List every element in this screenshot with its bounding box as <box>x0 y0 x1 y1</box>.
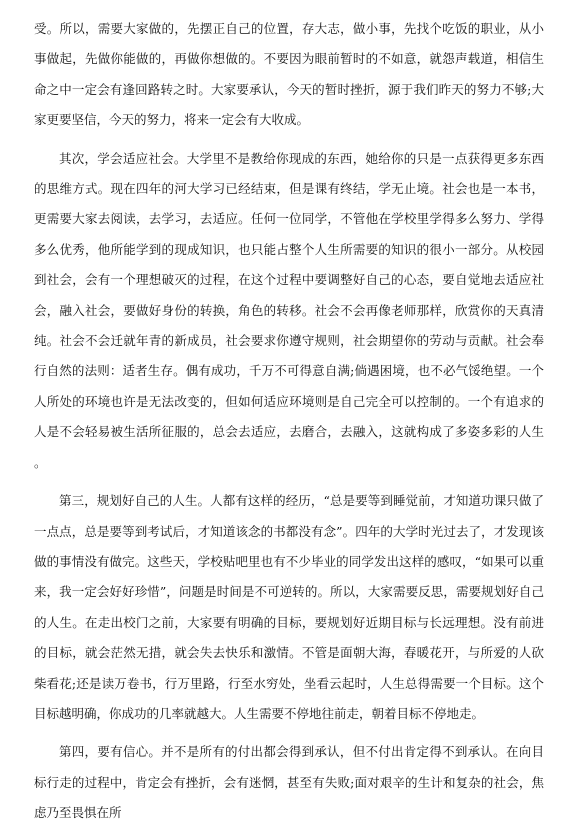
paragraph-adapt-to-society: 其次，学会适应社会。大学里不是教给你现成的东西，她给你的只是一点获得更多东西的思维方式。现在四年的河大学习已经结束，但是课有终结，学无止境。社会也是一本书，更需要大家去阅读，去学习，去适应。任何一位同学，不管他在学校里学得多么努力、学得多么优秀，他所能学到的现成知识，也只能占整个人生所需要的知识的很小一部分。从校园到社会，会有一个理想破灭的过程，在这个过程中要调整好自己的心态，要自觉地去适应社会，融入社会，要做好身份的转换，角色的转移。社会不会再像老师那样，欣赏你的天真清纯。社会不会迁就年青的新成员，社会要求你遵守规则，社会期望你的劳动与贡献。社会奉行自然的法则：适者生存。偶有成功，千万不可得意自满;倘遇困境，也不必气馁绝望。一个人所处的环境也许是无法改变的，但如何适应环境则是自己完全可以控制的。一个有追求的人是不会轻易被生活所征服的，总会去适应，去磨合，去融入，这就构成了多姿多彩的人生。 <box>34 150 544 470</box>
paragraph-plan-your-life: 第三，规划好自己的人生。人都有这样的经历，“总是要等到睡觉前，才知道功课只做了一点点，总是要等到考试后，才知道该念的书都没有念”。四年的大学时光过去了，才发现该做的事情没有做完。这些天，学校贴吧里也有不少毕业的同学发出这样的感叹，“如果可以重来，我一定会好好珍惜”，问题是时间是不可逆转的。所以，大家需要反思，需要规划好自己的人生。在走出校门之前，大家要有明确的目标，要规划好近期目标与长远理想。没有前进的目标，就会茫然无措，就会失去快乐和激情。不管是面朝大海，春暖花开，与所爱的人砍柴看花;还是读万卷书，行万里路，行至水穷处，坐看云起时，人生总得需要一个目标。这个目标越明确，你成功的几率就越大。人生需要不停地往前走，朝着目标不停地走。 <box>34 493 544 721</box>
paragraph-continued-conclusion: 受。所以，需要大家做的，先摆正自己的位置，存大志，做小事，先找个吃饭的职业，从小事做起，先做你能做的，再做你想做的。不要因为眼前暂时的不如意，就怨声载道，相信生命之中一定会有逢回路转之时。大家要承认，今天的暂时挫折，源于我们昨天的努力不够;大家更要坚信，今天的努力，将来一定会有大收成。 <box>34 21 544 128</box>
paragraph-have-confidence: 第四，要有信心。并不是所有的付出都会得到承认，但不付出肯定得不到承认。在向目标行走的过程中，肯定会有挫折，会有迷惘，甚至有失败;面对艰辛的生计和复杂的社会，焦虑乃至畏惧在所 <box>34 744 544 821</box>
